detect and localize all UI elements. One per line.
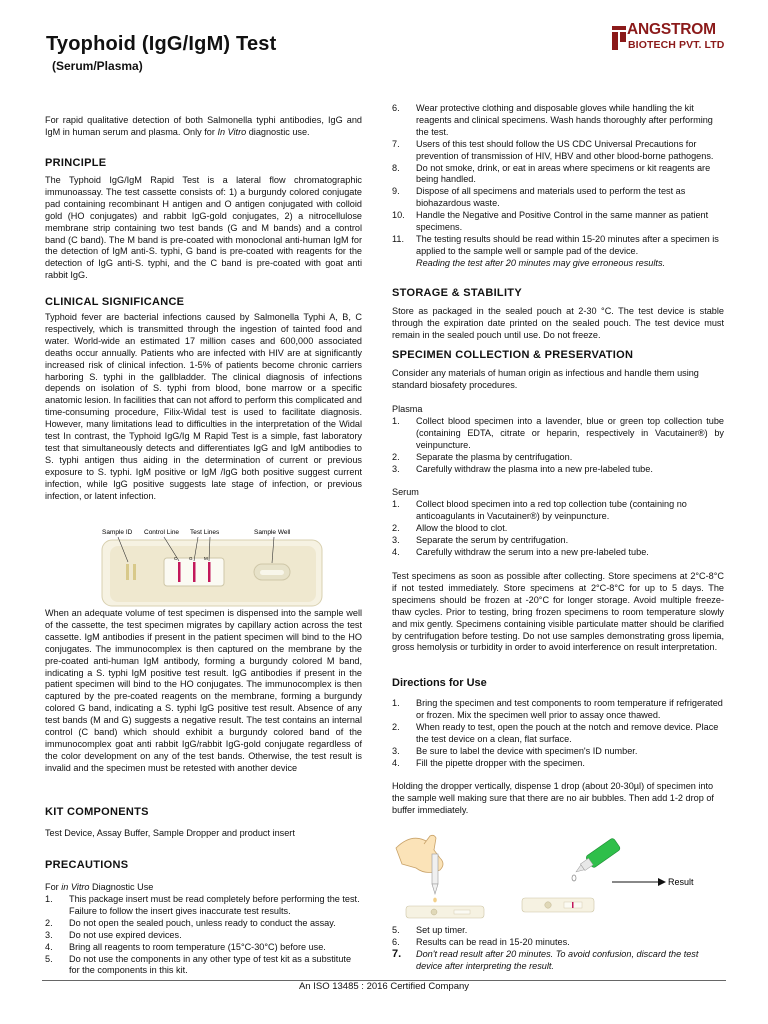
cassette-letter-c: C <box>174 556 178 561</box>
list-item: 4. Fill the pipette dropper with the specimen. <box>392 757 585 768</box>
kit-text: Test Device, Assay Buffer, Sample Dropper and product insert <box>45 828 295 838</box>
list-item: 1. This package insert must be read completely before performing the test. Failure to follow the insert gives inaccurate test results. <box>45 894 360 916</box>
directions-holding: Holding the dropper vertically, dispense 1 drop (about 20-30µl) of specimen into the sample well making sure that there are no air bubbles. Then add 1-2 drop of buffer immediately. <box>392 781 714 815</box>
storage-text: Store as packaged in the sealed pouch at 2-30 °C. The test device is stable through the expiration date printed on the sealed pouch. The test device must remain in the sealed pouch until use. Do not freeze. <box>392 306 724 340</box>
clinical-text: Typhoid fever are bacterial infections caused by Salmonella Typhi A, B, C respectively, which is transmitted through the ingestion of tainted food and water. World-wide an estimated 17 million cases and 600,000 associated deaths occur annually. Patients who are infected with HIV are at significantly increased risk of clinical infection. 1-5% of patients become chronic carriers harboring S. typhi in the gallbladder. The clinical diagnosis of infections depends on isolation of S. typhi from blood, bone marrow or a specific anatomic lesion. In facilities that can not afford to perform this complicated and time-consuming procedure, Filix-Widal test is used to facilitate diagnosis. However, many limitations lead to difficulties in the interpretation of the Widal test In contrast, the Typhoid IgG/Ig M Rapid Test is a simple, fast laboratory test that simultaneously detects and differentiates IgG and IgM antibodies to S. typhi antigen thus aiding in the determination of current or previous exposure to S. typhi. IgM positive or IgM /IgG both positive suggest current infection, while IgG positive suggests late stage of infection, or previous infection, or latent infection. <box>45 312 362 501</box>
list-item: 3. Carefully withdraw the plasma into a new pre-labeled tube. <box>392 463 653 474</box>
document-subtitle: (Serum/Plasma) <box>52 59 143 73</box>
label-sample-id: Sample ID <box>102 529 133 536</box>
test-cassette-figure <box>98 524 326 608</box>
procedure-illustration <box>394 828 718 920</box>
clinical-heading: CLINICAL SIGNIFICANCE <box>45 296 185 308</box>
list-item: 2. When ready to test, open the pouch at the notch and remove device. Place the test device on a clean, flat surface. <box>392 721 719 744</box>
list-item: 5. Set up timer. <box>392 925 468 935</box>
specimen-notes: Test specimens as soon as possible after collecting. Store specimens at 2°C-8°C if not tested immediately. Store specimens at 2°C-8°C for up to 5 days. The specimens should be frozen at -20°C for longer storage. Avoid multiple freeze-thaw cycles. Prior to testing, bring frozen specimens to room temperature slowly and mix gently. Specimens containing visible particulate matter should be clarified by centrifugation before testing. Do not use samples demonstrating gross lipemia, gross hemolysis or turbidity in order to avoid interference on result interpretation. <box>392 571 724 653</box>
list-item: 9. Dispose of all specimens and materials used to perform the test as biohazardous waste. <box>392 186 686 209</box>
list-item: 1. Collect blood specimen into a lavender, blue or green top collection tube (containing EDTA, citrate or heparin, respectively in Vacutainer®) by veinpuncture. <box>392 416 724 450</box>
result-label: Result <box>668 877 694 887</box>
company-logo <box>611 21 727 57</box>
list-item: 4. Bring all reagents to room temperature (15°C-30°C) before use. <box>45 941 326 952</box>
list-item: 5. Do not use the components in any other type of test kit as a substitute for the components in this kit. <box>45 953 352 976</box>
list-item: 2. Separate the plasma by centrifugation. <box>392 451 573 462</box>
logo-line2: BIOTECH PVT. LTD <box>628 39 725 51</box>
storage-heading: STORAGE & STABILITY <box>392 287 522 299</box>
directions-list-after <box>392 925 724 973</box>
footer-text: An ISO 13485 : 2016 Certified Company <box>298 981 470 992</box>
list-item: 3. Separate the serum by centrifugation. <box>392 534 569 545</box>
list-item: 8. Do not smoke, drink, or eat in areas where specimens or kit reagents are being handled. <box>392 162 711 185</box>
logo-mark-icon <box>611 26 627 50</box>
list-item: 7. Users of this test should follow the US CDC Universal Precautions for prevention of transmission of HIV, HBV and other blood-borne pathogens. <box>392 138 714 161</box>
list-item: 6. Wear protective clothing and disposable gloves while handling the kit reagents and clinical specimens. Wash hands thoroughly after performing the test. <box>392 103 713 137</box>
precautions-subheading: For in Vitro Diagnostic Use <box>45 882 154 892</box>
list-item: 6. Results can be read in 15-20 minutes. <box>392 936 570 947</box>
logo-line1: ANGSTROM <box>627 21 716 38</box>
directions-list <box>392 698 724 769</box>
label-control-line: Control Line <box>144 529 180 536</box>
kit-heading: KIT COMPONENTS <box>45 806 149 818</box>
precautions-heading: PRECAUTIONS <box>45 859 129 871</box>
serum-list <box>392 499 724 559</box>
list-item: 10. Handle the Negative and Positive Control in the same manner as patient specimens. <box>392 210 709 233</box>
list-item: 3. Be sure to label the device with specimen's ID number. <box>392 745 638 756</box>
label-test-lines: Test Lines <box>190 529 220 536</box>
list-item: 7. Don't read result after 20 minutes. To avoid confusion, discard the test device after interpreting the result. <box>392 947 699 971</box>
document-title: Tyophoid (IgG/IgM) Test <box>46 33 277 55</box>
intro-paragraph: For rapid qualitative detection of both Salmonella typhi antibodies, IgG and IgM in human serum and plasma. Only for In Vitro diagnostic use. <box>45 115 362 137</box>
list-item: 1. Collect blood specimen into a red top collection tube (containing no anticoagulants in Vacutainer®) by veinpuncture. <box>392 499 687 521</box>
specimen-intro: Consider any materials of human origin as infectious and handle them using standard biosafety procedures. <box>392 368 699 390</box>
cassette-letter-g: G <box>189 556 193 561</box>
principle-text: The Typhoid IgG/IgM Rapid Test is a lateral flow chromatographic immunoassay. The test cassette consists of: 1) a burgundy colored conjugate pad containing recombinant H antigen and O antigen conjugated with colloid gold (HO conjugates) and rabbit IgG-gold conjugates, 2) a nitrocellulose membrane strip containing two test bands (G and M bands) and a control band (C band). The M band is pre-coated with monoclonal anti-human IgM for the detection of IgM anti-S. typhi, G band is pre-coated with reagents for the detection of IgG anti-S. typhi, and the C band is pre-coated with goat anti rabbit IgG. <box>45 175 362 281</box>
specimen-heading: SPECIMEN COLLECTION & PRESERVATION <box>392 349 634 361</box>
precautions-list-right <box>392 103 724 270</box>
list-item: 1. Bring the specimen and test components to room temperature if refrigerated or frozen. Mix the specimen well prior to assay once thawed. <box>392 698 723 720</box>
directions-heading: Directions for Use <box>392 677 487 689</box>
list-item: 3. Do not use expired devices. <box>45 929 182 940</box>
precautions-list-left <box>45 894 362 977</box>
label-sample-well: Sample Well <box>254 529 291 536</box>
serum-label: Serum <box>392 487 419 497</box>
cassette-letter-m: M <box>204 556 208 561</box>
list-item: 11. The testing results should be read within 15-20 minutes after a specimen is applied to the sample well or sample pad of the device. Reading the test after 20 minutes may give erroneous results. <box>392 233 719 268</box>
list-item: 4. Carefully withdraw the serum into a new pre-labeled tube. <box>392 546 649 557</box>
plasma-label: Plasma <box>392 404 423 414</box>
list-item: 2. Do not open the sealed pouch, unless ready to conduct the assay. <box>45 917 336 928</box>
plasma-list <box>392 416 724 476</box>
list-item: 2. Allow the blood to clot. <box>392 522 508 533</box>
procedure-text: When an adequate volume of test specimen is dispensed into the sample well of the cassette, the test specimen migrates by capillary action across the test cassette. IgM antibodies if present in the patient specimen will bind to the HO conjugates. The immunocomplex is then captured on the membrane by the pre-coated anti-human IgM antibody, forming a burgundy colored M band, indicating a S. typhi IgM positive test result. IgG antibodies if present in the patient specimen will bind to the HO conjugates. The immunocomplex is then captured by the pre-coated reagents on the membrane, forming a burgundy colored G band, indicating a S. typhi IgG positive test result. Absence of any test bands (M and G) suggests a negative result. The test contains an internal control (C band) which should exhibit a burgundy colored band of the immunocomplex goat anti rabbit IgG/rabbit IgG-gold conjugate regardless of the color development on any of the test bands. Otherwise, the test result is invalid and the specimen must be retested with another device <box>45 608 362 773</box>
principle-heading: PRINCIPLE <box>45 157 107 169</box>
